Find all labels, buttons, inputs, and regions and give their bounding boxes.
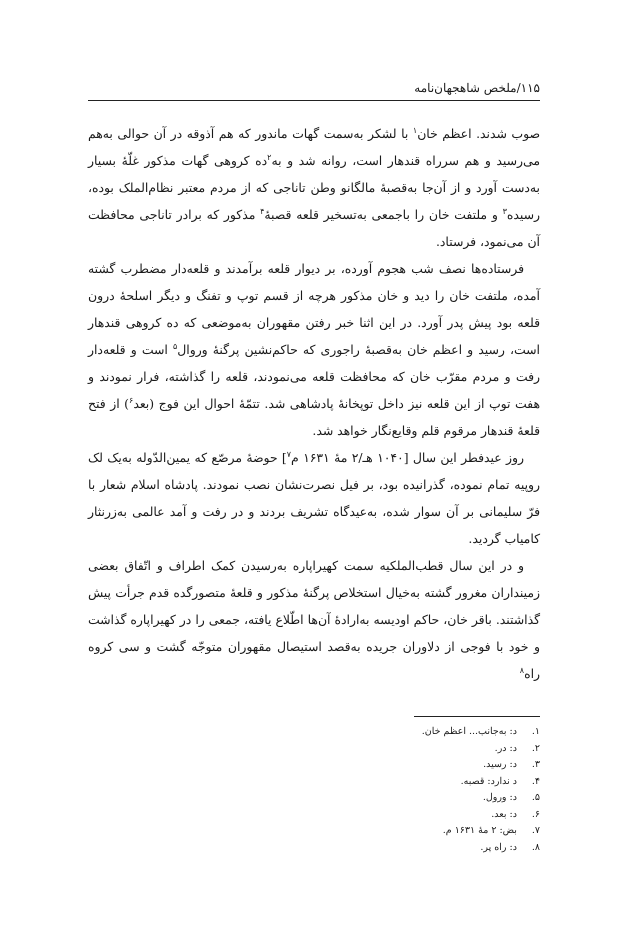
p3-text-b: ] حوضهٔ مرصّع که یمین‌الدّوله به‌یک لک روپیه تمام نموده، گذرانیده بود، بر فیل نصرت‌نشان نصب نمودند. پادشاه اسلام شعار با فرّ سلیمانی بر آن سوار شده، به‌عیدگاه تشریف بردند و در رفت و آمد عالمی به‌زرنثار کامیاب گردید. — [88, 450, 540, 546]
p1-text-d: و ملتفت خان را باجمعی به‌تسخیر قلعه قصبهٔ — [264, 207, 503, 222]
p4-text-a: و در این سال قطب‌الملکیه سمت کهیراپاره به‌رسیدن کمک اطراف و اتّفاق بعضی زمینداران مغرور گشته به‌خیال استخلاص پرگنهٔ مذکور و قلعهٔ متصورگده قدم جرأت پیش گذاشتند. باقر خان، حاکم اودیسه به‌ارادهٔ آن‌ها اطّلاع یافته، جمعی را در کهیراپاره گذاشت و خود با فوجی از دلاوران جریده به‌قصد استیصال مقهوران متوجّه گشت و سی کروه راه — [88, 558, 540, 681]
footnote-text: د ندارد: قصبه. — [460, 775, 517, 787]
footnotes-list — [300, 724, 540, 856]
p1-text-a: صوب شدند. اعظم خان — [417, 126, 540, 141]
p1-text-c: ده کروهی گهات مذکور غلّهٔ بسیار به‌دست آورد و از آن‌جا به‌قصبهٔ مالگانو وطن تاناجی که از مردم معتبر نظام‌الملک بوده، رسیده — [88, 153, 540, 222]
footnote-text: بض: ۲ مهٔ ۱۶۳۱ م. — [442, 825, 517, 836]
footnote-number: ۳. — [531, 759, 540, 770]
footnote-number: ۷. — [531, 825, 540, 836]
footnote-item — [300, 757, 540, 774]
footnote-ref-8: ۸ — [519, 665, 525, 675]
footnote-divider — [414, 716, 540, 717]
paragraph-3 — [88, 444, 540, 552]
header-divider — [88, 100, 540, 101]
footnote-text: د: بعد. — [491, 808, 517, 820]
footnote-ref-6: ۶ — [129, 395, 134, 405]
footnote-text: د: رسید. — [483, 759, 517, 770]
footnote-text: د: ورول. — [482, 792, 517, 803]
footnote-text: د: به‌جانب... اعظم خان. — [421, 726, 517, 737]
footnote-item — [300, 840, 540, 857]
p1-text-e: مذکور که برادر تاناجی محافظت آن می‌نمود، فرستاد. — [88, 207, 540, 249]
footnote-item — [300, 790, 540, 807]
running-header — [88, 76, 540, 100]
p1-text-b: با لشکر به‌سمت گهات ماندور که هم آذوقه در آن حوالی به‌هم می‌رسید و هم سرراه قندهار است، روانه شد و به — [88, 126, 540, 168]
footnote-item — [300, 807, 540, 824]
footnote-item — [300, 774, 540, 791]
paragraph-2 — [88, 255, 540, 444]
footnote-text: د: راه پر. — [480, 841, 517, 853]
p2-text-b: است و قلعه‌دار رفت و مردم مقرّب خان که محافظت قلعه می‌نمودند، قلعه را گذاشته، فرار نمودند و هفت توپ از این قلعه نیز داخل توپخانهٔ پادشاهی شد. تتمّهٔ احوال این فوج (بعد — [88, 342, 540, 411]
footnote-item — [300, 823, 540, 840]
footnote-number: ۱. — [531, 726, 540, 737]
footnote-ref-5: ۵ — [172, 341, 178, 351]
footnote-ref-1: ۱ — [412, 125, 418, 135]
footnote-text: د: در. — [494, 742, 517, 754]
footnote-ref-3: ۳ — [502, 206, 507, 216]
footnote-ref-2: ۲ — [267, 152, 272, 162]
main-text — [88, 120, 540, 687]
p2-text-c: ) از فتح قلعهٔ قندهار مرقوم قلم وقایع‌نگار خواهد شد. — [88, 396, 540, 438]
paragraph-4 — [88, 552, 540, 687]
footnote-number: ۶. — [531, 808, 540, 820]
footnote-item — [300, 724, 540, 741]
footnote-number: ۴. — [531, 775, 540, 787]
footnote-ref-7: ۷ — [286, 449, 292, 459]
paragraph-1 — [88, 120, 540, 255]
p3-text-a: روز عیدفطر این سال [۱۰۴۰ هـ/۲ مهٔ ۱۶۳۱ م — [291, 450, 524, 465]
running-header-title: ۱۱۵/ملخص شاهجهان‌نامه — [414, 81, 540, 95]
footnote-item — [300, 741, 540, 758]
footnote-ref-4: ۴ — [260, 206, 265, 216]
p2-text-a: فرستاده‌ها نصف شب هجوم آورده، بر دیوار قلعه برآمدند و قلعه‌دار مضطرب گشته آمده، ملتفت خان را دید و خان مذکور هرچه از قسم توپ و تفنگ و دیگر اسلحهٔ درون قلعه بود پیش پدر آورد. در این اثنا خبر رفتن مقهوران به‌موضعی که ده کروهی قندهار است، رسید و اعظم خان به‌قصبهٔ راجوری که حاکم‌نشین پرگنهٔ وروال — [88, 261, 540, 357]
footnote-number: ۸. — [531, 841, 540, 853]
footnote-number: ۲. — [531, 742, 540, 754]
footnote-number: ۵. — [531, 792, 540, 803]
